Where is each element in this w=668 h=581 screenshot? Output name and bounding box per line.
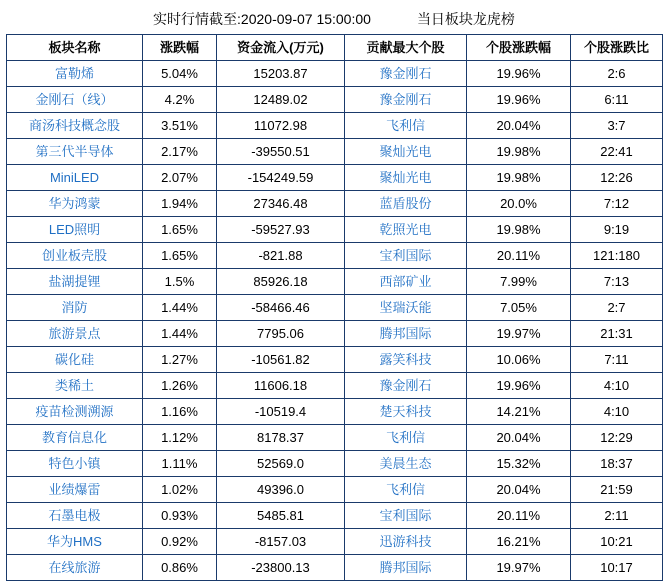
cell-capital-inflow: -58466.46	[217, 295, 345, 321]
cell-stock-change-pct: 20.04%	[467, 477, 571, 503]
table-row[interactable]	[7, 243, 663, 269]
cell-stock-change-pct: 15.32%	[467, 451, 571, 477]
cell-top-stock: 飞利信	[345, 113, 467, 139]
cell-capital-inflow: 52569.0	[217, 451, 345, 477]
cell-board-name: 教育信息化	[7, 425, 143, 451]
cell-top-stock: 豫金刚石	[345, 373, 467, 399]
cell-stock-updown-ratio: 21:59	[571, 477, 663, 503]
cell-stock-change-pct: 10.06%	[467, 347, 571, 373]
cell-change-pct: 1.65%	[143, 217, 217, 243]
cell-change-pct: 1.65%	[143, 243, 217, 269]
table-row[interactable]	[7, 399, 663, 425]
column-header-board-name: 板块名称	[7, 35, 143, 61]
cell-change-pct: 1.26%	[143, 373, 217, 399]
cell-board-name: 石墨电极	[7, 503, 143, 529]
cell-stock-updown-ratio: 12:29	[571, 425, 663, 451]
column-header-top-stock: 贡献最大个股	[345, 35, 467, 61]
cell-change-pct: 1.02%	[143, 477, 217, 503]
cell-top-stock: 腾邦国际	[345, 321, 467, 347]
cell-top-stock: 腾邦国际	[345, 555, 467, 581]
cell-stock-updown-ratio: 7:12	[571, 191, 663, 217]
cell-board-name: 华为HMS	[7, 529, 143, 555]
board-table	[6, 34, 663, 581]
cell-board-name: 商汤科技概念股	[7, 113, 143, 139]
cell-stock-updown-ratio: 2:6	[571, 61, 663, 87]
cell-board-name: 富勒烯	[7, 61, 143, 87]
cell-board-name: 金刚石（线）	[7, 87, 143, 113]
cell-change-pct: 4.2%	[143, 87, 217, 113]
cell-stock-change-pct: 20.04%	[467, 425, 571, 451]
table-row[interactable]	[7, 295, 663, 321]
table-row[interactable]	[7, 87, 663, 113]
cell-stock-updown-ratio: 7:11	[571, 347, 663, 373]
cell-stock-change-pct: 7.05%	[467, 295, 571, 321]
cell-capital-inflow: -8157.03	[217, 529, 345, 555]
cell-change-pct: 1.5%	[143, 269, 217, 295]
table-body	[7, 61, 663, 581]
cell-top-stock: 豫金刚石	[345, 61, 467, 87]
cell-board-name: 消防	[7, 295, 143, 321]
cell-stock-change-pct: 19.98%	[467, 139, 571, 165]
cell-capital-inflow: 15203.87	[217, 61, 345, 87]
cell-board-name: 业绩爆雷	[7, 477, 143, 503]
cell-board-name: 华为鸿蒙	[7, 191, 143, 217]
table-header	[7, 35, 663, 61]
cell-top-stock: 美晨生态	[345, 451, 467, 477]
cell-top-stock: 聚灿光电	[345, 165, 467, 191]
cell-top-stock: 乾照光电	[345, 217, 467, 243]
cell-board-name: 类稀土	[7, 373, 143, 399]
cell-change-pct: 2.07%	[143, 165, 217, 191]
cell-top-stock: 聚灿光电	[345, 139, 467, 165]
cell-capital-inflow: -23800.13	[217, 555, 345, 581]
cell-top-stock: 坚瑞沃能	[345, 295, 467, 321]
cell-capital-inflow: -154249.59	[217, 165, 345, 191]
cell-stock-change-pct: 20.04%	[467, 113, 571, 139]
cell-stock-updown-ratio: 10:17	[571, 555, 663, 581]
table-row[interactable]	[7, 191, 663, 217]
cell-change-pct: 0.86%	[143, 555, 217, 581]
cell-board-name: 特色小镇	[7, 451, 143, 477]
cell-top-stock: 飞利信	[345, 425, 467, 451]
cell-change-pct: 1.27%	[143, 347, 217, 373]
table-header-row	[7, 35, 663, 61]
cell-change-pct: 0.93%	[143, 503, 217, 529]
cell-capital-inflow: 7795.06	[217, 321, 345, 347]
table-row[interactable]	[7, 529, 663, 555]
cell-stock-change-pct: 19.98%	[467, 217, 571, 243]
cell-top-stock: 宝利国际	[345, 243, 467, 269]
cell-change-pct: 1.44%	[143, 321, 217, 347]
cell-stock-change-pct: 19.97%	[467, 321, 571, 347]
cell-stock-change-pct: 19.98%	[467, 165, 571, 191]
cell-stock-updown-ratio: 4:10	[571, 373, 663, 399]
cell-capital-inflow: 85926.18	[217, 269, 345, 295]
cell-stock-change-pct: 20.0%	[467, 191, 571, 217]
cell-capital-inflow: 49396.0	[217, 477, 345, 503]
table-row[interactable]	[7, 503, 663, 529]
realtime-timestamp-title: 实时行情截至:2020-09-07 15:00:00	[153, 11, 371, 27]
cell-stock-change-pct: 16.21%	[467, 529, 571, 555]
table-row[interactable]	[7, 347, 663, 373]
cell-capital-inflow: -10561.82	[217, 347, 345, 373]
cell-board-name: 第三代半导体	[7, 139, 143, 165]
cell-stock-change-pct: 19.97%	[467, 555, 571, 581]
cell-capital-inflow: -39550.51	[217, 139, 345, 165]
cell-stock-change-pct: 14.21%	[467, 399, 571, 425]
table-row[interactable]	[7, 451, 663, 477]
cell-board-name: 在线旅游	[7, 555, 143, 581]
table-row[interactable]	[7, 269, 663, 295]
cell-stock-change-pct: 20.11%	[467, 503, 571, 529]
cell-board-name: 碳化硅	[7, 347, 143, 373]
cell-change-pct: 1.12%	[143, 425, 217, 451]
table-row[interactable]	[7, 555, 663, 581]
table-row[interactable]	[7, 321, 663, 347]
cell-top-stock: 蓝盾股份	[345, 191, 467, 217]
table-row[interactable]	[7, 217, 663, 243]
cell-top-stock: 豫金刚石	[345, 87, 467, 113]
column-header-change-pct: 涨跌幅	[143, 35, 217, 61]
table-row[interactable]	[7, 61, 663, 87]
cell-stock-change-pct: 19.96%	[467, 87, 571, 113]
cell-top-stock: 楚天科技	[345, 399, 467, 425]
cell-capital-inflow: 12489.02	[217, 87, 345, 113]
cell-change-pct: 3.51%	[143, 113, 217, 139]
cell-stock-updown-ratio: 2:7	[571, 295, 663, 321]
cell-stock-change-pct: 19.96%	[467, 61, 571, 87]
cell-stock-updown-ratio: 18:37	[571, 451, 663, 477]
cell-change-pct: 2.17%	[143, 139, 217, 165]
cell-stock-change-pct: 19.96%	[467, 373, 571, 399]
cell-stock-updown-ratio: 121:180	[571, 243, 663, 269]
table-row[interactable]	[7, 425, 663, 451]
cell-board-name: 旅游景点	[7, 321, 143, 347]
cell-capital-inflow: -821.88	[217, 243, 345, 269]
cell-stock-updown-ratio: 9:19	[571, 217, 663, 243]
cell-change-pct: 1.16%	[143, 399, 217, 425]
cell-stock-updown-ratio: 12:26	[571, 165, 663, 191]
cell-capital-inflow: 27346.48	[217, 191, 345, 217]
table-row[interactable]	[7, 477, 663, 503]
cell-capital-inflow: -10519.4	[217, 399, 345, 425]
page-title-bar	[0, 0, 668, 34]
column-header-stock-change-pct: 个股涨跌幅	[467, 35, 571, 61]
cell-capital-inflow: -59527.93	[217, 217, 345, 243]
cell-capital-inflow: 11072.98	[217, 113, 345, 139]
table-row[interactable]	[7, 165, 663, 191]
cell-capital-inflow: 8178.37	[217, 425, 345, 451]
cell-stock-updown-ratio: 4:10	[571, 399, 663, 425]
cell-change-pct: 5.04%	[143, 61, 217, 87]
cell-change-pct: 0.92%	[143, 529, 217, 555]
cell-stock-updown-ratio: 6:11	[571, 87, 663, 113]
cell-stock-updown-ratio: 22:41	[571, 139, 663, 165]
column-header-stock-updown-ratio: 个股涨跌比	[571, 35, 663, 61]
cell-board-name: 创业板壳股	[7, 243, 143, 269]
cell-stock-updown-ratio: 2:11	[571, 503, 663, 529]
cell-board-name: 盐湖提锂	[7, 269, 143, 295]
cell-top-stock: 迅游科技	[345, 529, 467, 555]
cell-top-stock: 飞利信	[345, 477, 467, 503]
table-row[interactable]	[7, 113, 663, 139]
cell-capital-inflow: 11606.18	[217, 373, 345, 399]
cell-change-pct: 1.94%	[143, 191, 217, 217]
cell-stock-updown-ratio: 10:21	[571, 529, 663, 555]
cell-stock-updown-ratio: 21:31	[571, 321, 663, 347]
cell-change-pct: 1.11%	[143, 451, 217, 477]
cell-capital-inflow: 5485.81	[217, 503, 345, 529]
cell-board-name: LED照明	[7, 217, 143, 243]
cell-change-pct: 1.44%	[143, 295, 217, 321]
table-row[interactable]	[7, 373, 663, 399]
cell-board-name: 疫苗检测溯源	[7, 399, 143, 425]
cell-top-stock: 露笑科技	[345, 347, 467, 373]
cell-top-stock: 宝利国际	[345, 503, 467, 529]
column-header-capital-inflow: 资金流入(万元)	[217, 35, 345, 61]
cell-board-name: MiniLED	[7, 165, 143, 191]
table-row[interactable]	[7, 139, 663, 165]
cell-stock-change-pct: 7.99%	[467, 269, 571, 295]
cell-stock-change-pct: 20.11%	[467, 243, 571, 269]
cell-top-stock: 西部矿业	[345, 269, 467, 295]
page-title: 当日板块龙虎榜	[416, 11, 515, 27]
cell-stock-updown-ratio: 7:13	[571, 269, 663, 295]
cell-stock-updown-ratio: 3:7	[571, 113, 663, 139]
